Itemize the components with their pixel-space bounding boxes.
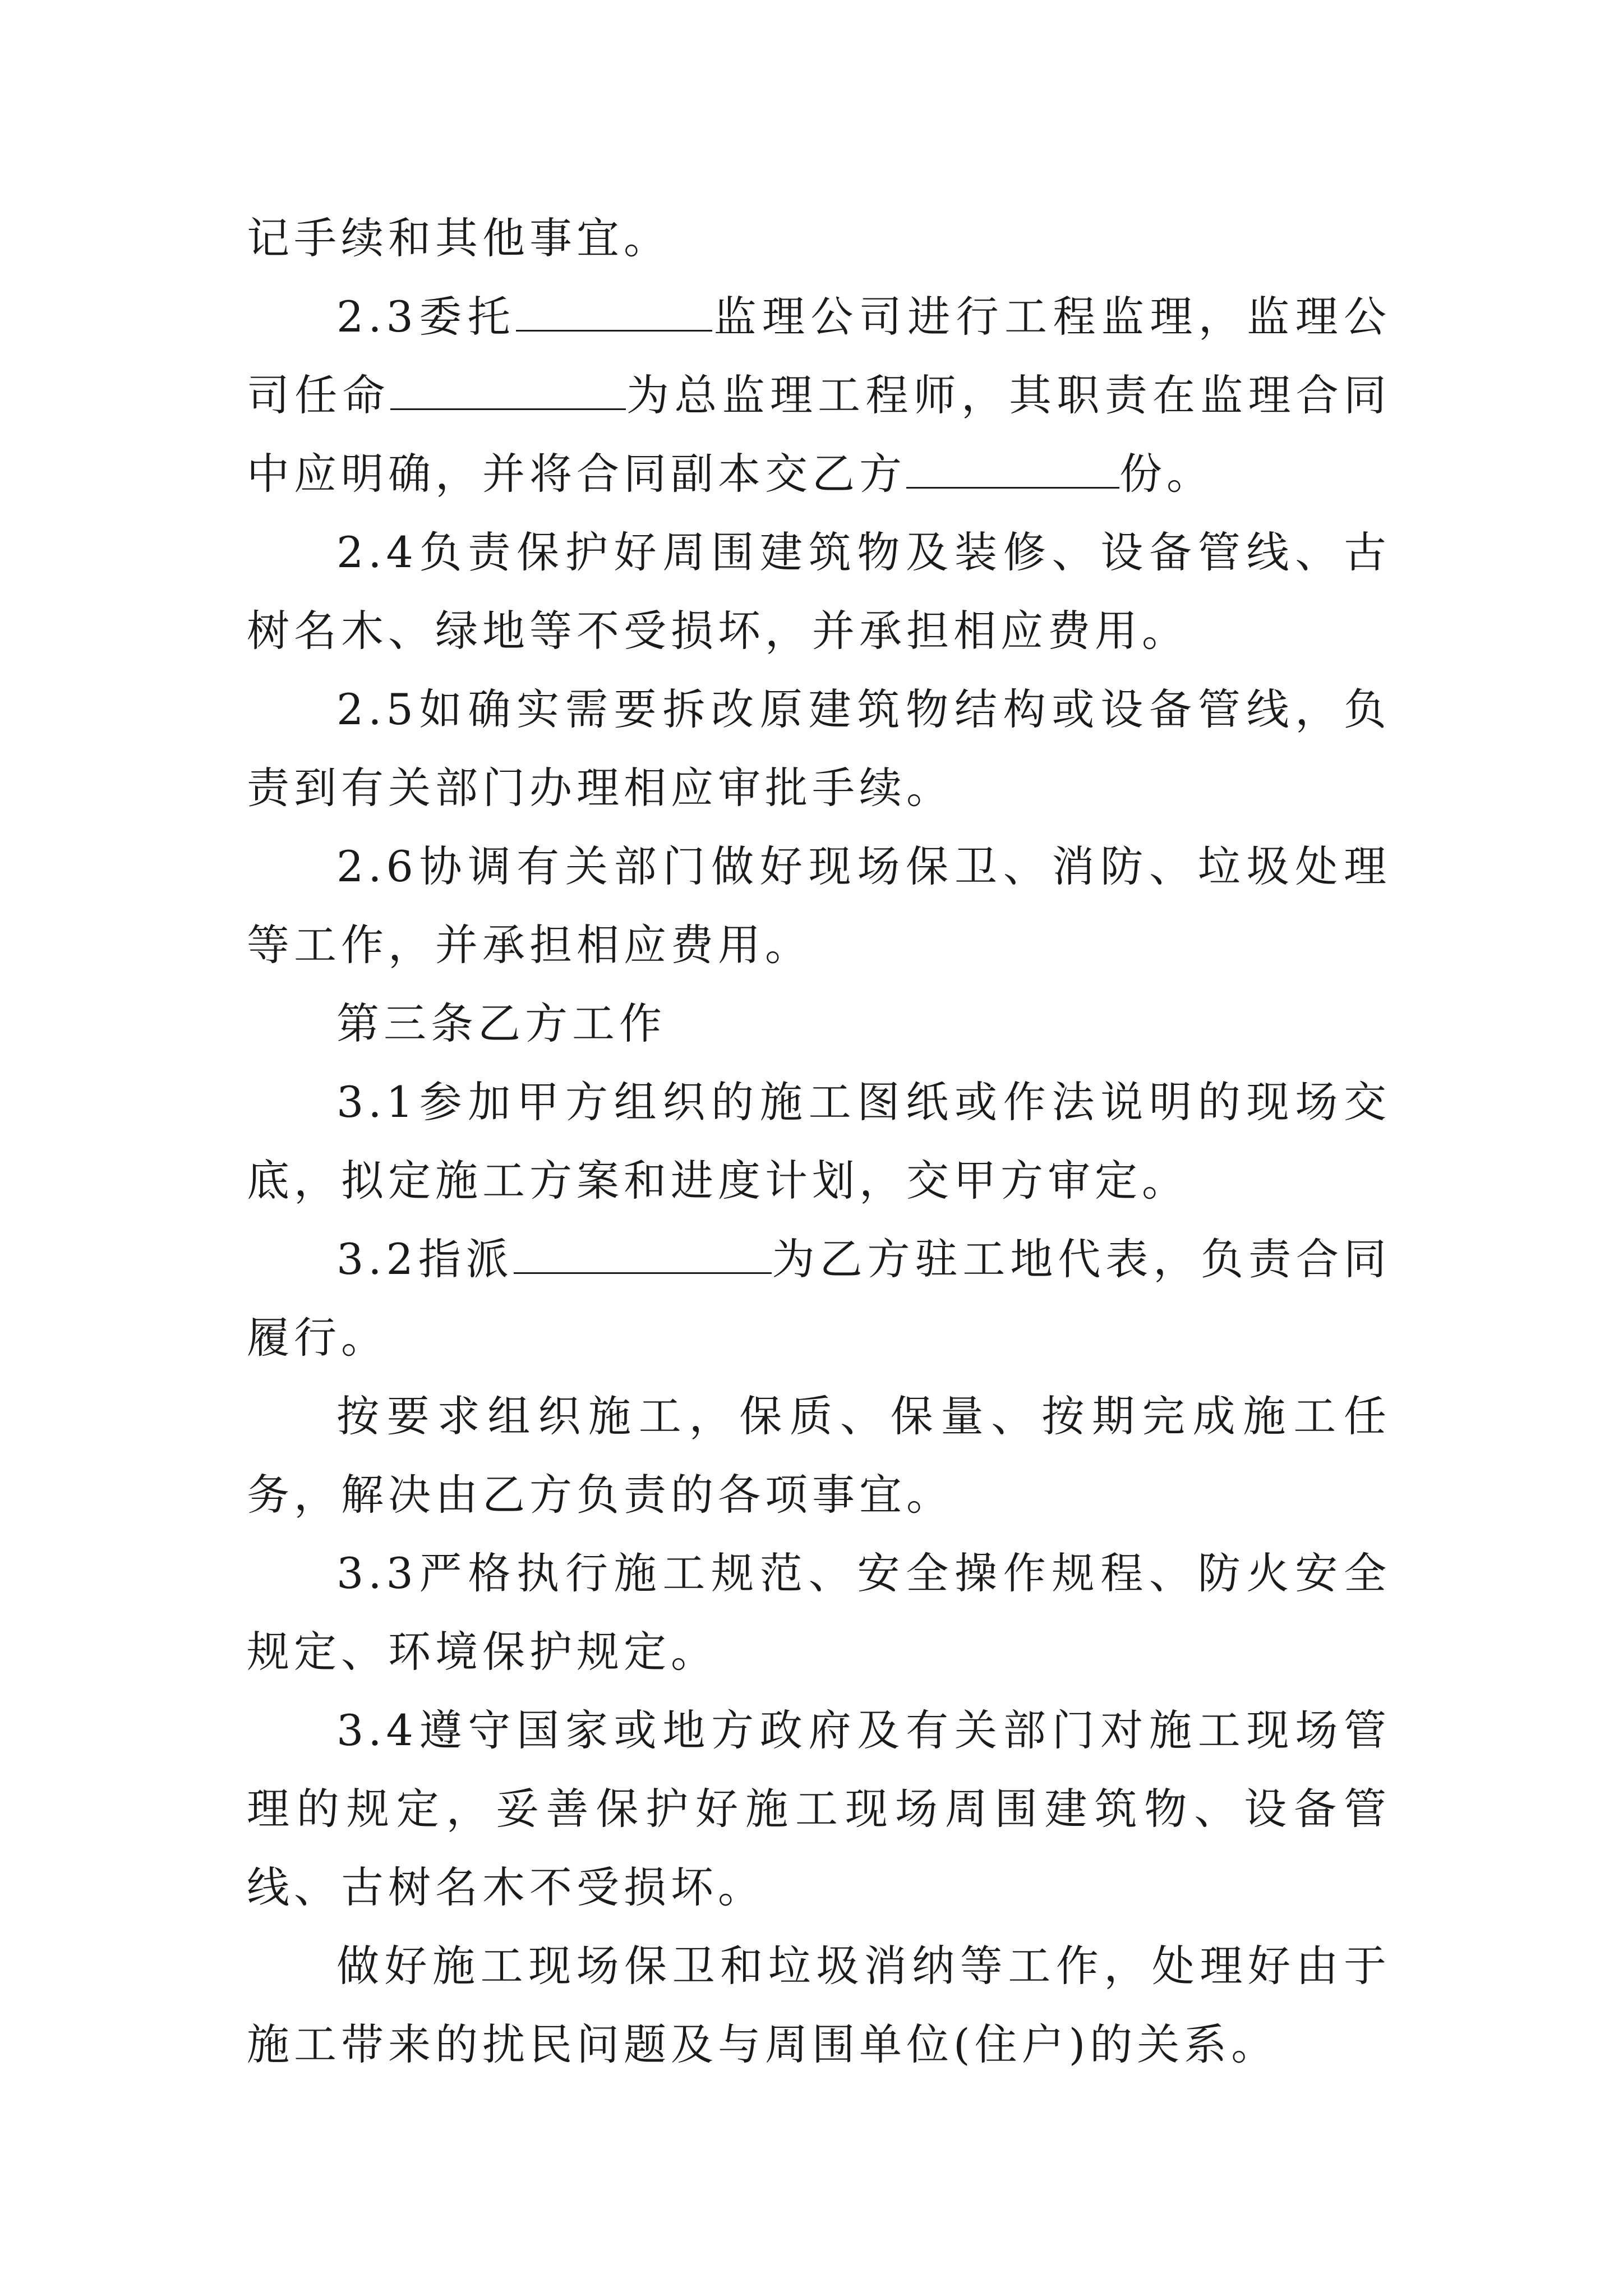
paragraph-2-4: 2.4负责保护好周围建筑物及装修、设备管线、古树名木、绿地等不受损坏，并承担相应费用。 — [247, 527, 1391, 656]
paragraph-organize-construction: 按要求组织施工，保质、保量、按期完成施工任务，解决由乙方负责的各项事宜。 — [247, 1391, 1391, 1520]
blank-copies — [906, 448, 1119, 489]
paragraph-2-3 — [247, 278, 1391, 513]
paragraph-2-3-lead: 2.3委托 — [336, 292, 517, 342]
paragraph-3-4: 3.4遵守国家或地方政府及有关部门对施工现场管理的规定，妥善保护好施工现场周围建筑物、设备管线、古树名木不受损坏。 — [247, 1705, 1391, 1912]
section-heading-article-3: 第三条乙方工作 — [336, 999, 666, 1048]
blank-supervision-company — [516, 291, 712, 332]
blank-site-representative — [514, 1233, 772, 1274]
paragraph-2-3-mid: 监理公司进行工程监理，监理公司任命 — [247, 292, 1391, 420]
paragraph-continuation: 记手续和其他事宜。 — [247, 213, 671, 263]
paragraph-2-5: 2.5如确实需要拆改原建筑物结构或设备管线，负责到有关部门办理相应审批手续。 — [247, 684, 1391, 813]
paragraph-2-3-tail: 为总监理工程师，其职责在监理合同中应明确，并将合同副本交乙方 — [247, 370, 1391, 499]
paragraph-site-security: 做好施工现场保卫和垃圾消纳等工作，处理好由于施工带来的扰民问题及与周围单位(住户)的关系。 — [247, 1941, 1391, 2069]
paragraph-3-2 — [247, 1220, 1391, 1377]
blank-chief-engineer — [390, 369, 626, 410]
paragraph-3-2-tail: 为乙方驻工地代表，负责合同履行。 — [247, 1234, 1391, 1363]
document-body — [247, 199, 1391, 2084]
paragraph-2-6: 2.6协调有关部门做好现场保卫、消防、垃圾处理等工作，并承担相应费用。 — [247, 841, 1391, 970]
paragraph-3-1: 3.1参加甲方组织的施工图纸或作法说明的现场交底，拟定施工方案和进度计划，交甲方审定。 — [247, 1077, 1391, 1205]
paragraph-3-2-lead: 3.2指派 — [336, 1234, 514, 1284]
paragraph-3-3: 3.3严格执行施工规范、安全操作规程、防火安全规定、环境保护规定。 — [247, 1548, 1391, 1677]
paragraph-2-3-end: 份。 — [1119, 449, 1214, 499]
